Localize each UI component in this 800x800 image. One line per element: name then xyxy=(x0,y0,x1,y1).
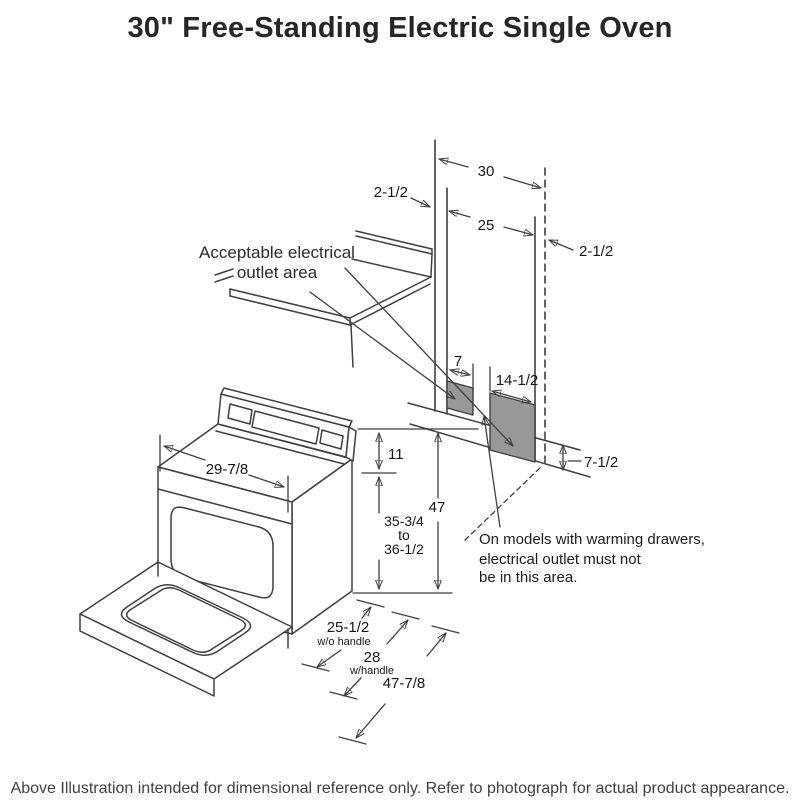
annotation-warming-drawer-note xyxy=(479,531,705,586)
oven-illustration xyxy=(80,388,356,696)
dim-label-edge-right: 2-1/2 xyxy=(579,243,614,260)
dim-label-depth-with-handle-sub: w/handle xyxy=(349,665,395,677)
dim-label-cooktop-height-1: 35-3/4 xyxy=(384,513,424,529)
page-title: 30" Free-Standing Electric Single Oven xyxy=(127,12,673,44)
outlet-area-text-line2: outlet area xyxy=(236,263,318,282)
outlet-zone-14in xyxy=(490,393,535,462)
warming-note-line1: On models with warming drawers, xyxy=(479,531,705,548)
height-dimensions xyxy=(353,429,478,593)
footnote: Above Illustration intended for dimensional reference only. Refer to photograph for actual product appearance. xyxy=(10,780,790,797)
dim-label-depth-no-handle-sub: w/o handle xyxy=(317,636,371,648)
depth-dimensions xyxy=(302,600,459,744)
dim-label-cooktop-height-3: 36-1/2 xyxy=(384,541,424,557)
dim-label-wall-width: 30 xyxy=(477,163,495,180)
dim-label-cooktop-height-2: to xyxy=(398,527,410,543)
dim-label-zone2: 14-1/2 xyxy=(495,372,539,389)
dim-label-outlet-height: 7-1/2 xyxy=(584,454,619,471)
dim-label-outlet-span: 25 xyxy=(477,217,495,234)
dim-label-overall-height: 47 xyxy=(428,499,446,516)
dim-label-depth-with-handle: 28 xyxy=(363,649,381,666)
dim-label-depth-door-open: 47-7/8 xyxy=(382,675,426,692)
dim-label-backsplash-height: 11 xyxy=(388,446,404,463)
dim-label-zone1: 7 xyxy=(453,353,463,370)
outlet-zones xyxy=(447,381,535,462)
dim-label-depth-no-handle: 25-1/2 xyxy=(326,619,370,636)
outlet-zone-7in xyxy=(447,381,473,415)
break-mark xyxy=(215,269,233,282)
dim-label-edge-left: 2-1/2 xyxy=(373,184,408,201)
warming-note-line3: be in this area. xyxy=(479,569,578,586)
outlet-area-text-line1: Acceptable electrical xyxy=(199,243,355,262)
warming-note-line2: electrical outlet must not xyxy=(479,551,641,568)
annotation-outlet-area xyxy=(199,243,355,282)
dim-label-cooktop-width: 29-7/8 xyxy=(205,461,249,478)
top-dimensions xyxy=(374,159,613,260)
